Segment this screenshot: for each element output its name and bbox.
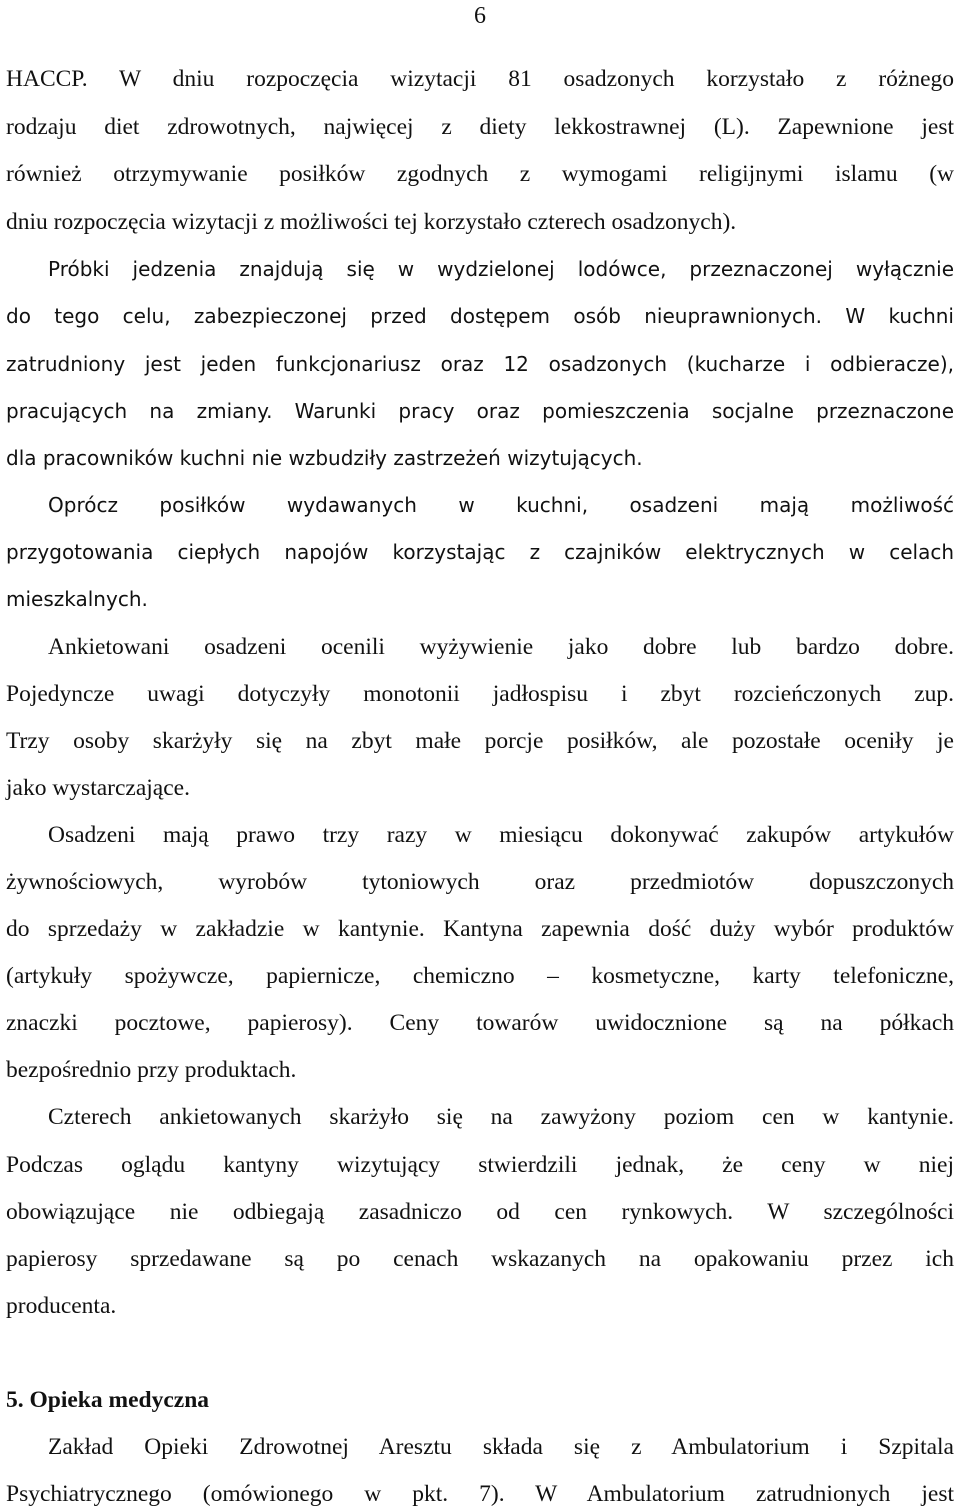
text-line: przygotowania ciepłych napojów korzystając z czajników elektrycznych w celach (6, 540, 954, 564)
text-line: HACCP. W dniu rozpoczęcia wizytacji 81 osadzonych korzystało z różnego (6, 66, 954, 92)
text-line: pracujących na zmiany. Warunki pracy oraz pomieszczenia socjalne przeznaczone (6, 399, 954, 423)
text-line: do sprzedaży w zakładzie w kantynie. Kantyna zapewnia dość duży wybór produktów (6, 916, 954, 942)
text-line: Zakład Opieki Zdrowotnej Aresztu składa się z Ambulatorium i Szpitala (48, 1434, 954, 1460)
text-line: Trzy osoby skarżyły się na zbyt małe porcje posiłków, ale pozostałe oceniły je (6, 728, 954, 754)
text-line: Oprócz posiłków wydawanych w kuchni, osadzeni mają możliwość (48, 493, 954, 517)
text-line: dniu rozpoczęcia wizytacji z możliwości tej korzystało czterech osadzonych). (6, 209, 737, 235)
text-line: jako wystarczające. (6, 775, 190, 801)
text-line: zatrudniony jest jeden funkcjonariusz oraz 12 osadzonych (kucharze i odbieracze), (6, 352, 954, 376)
text-line: do tego celu, zabezpieczonej przed dostępem osób nieuprawnionych. W kuchni (6, 304, 954, 328)
text-line: Psychiatrycznego (omówionego w pkt. 7). W Ambulatorium zatrudnionych jest (6, 1481, 954, 1507)
text-line: Podczas oglądu kantyny wizytujący stwierdzili jednak, że ceny w niej (6, 1152, 954, 1178)
text-line: papierosy sprzedawane są po cenach wskazanych na opakowaniu przez ich (6, 1246, 954, 1272)
text-line: producenta. (6, 1293, 117, 1319)
page-number: 6 (474, 3, 486, 29)
text-line: Pojedyncze uwagi dotyczyły monotonii jadłospisu i zbyt rozcieńczonych zup. (6, 681, 954, 707)
text-line: rodzaju diet zdrowotnych, najwięcej z diety lekkostrawnej (L). Zapewnione jest (6, 114, 954, 140)
section-heading: 5. Opieka medyczna (6, 1387, 210, 1413)
text-line: mieszkalnych. (6, 587, 148, 611)
text-line: obowiązujące nie odbiegają zasadniczo od cen rynkowych. W szczególności (6, 1199, 954, 1225)
text-line: żywnościowych, wyrobów tytoniowych oraz przedmiotów dopuszczonych (6, 869, 954, 895)
text-line: bezpośrednio przy produktach. (6, 1057, 297, 1083)
text-line: (artykuły spożywcze, papiernicze, chemiczno – kosmetyczne, karty telefoniczne, (6, 963, 954, 989)
text-line: również otrzymywanie posiłków zgodnych z wymogami religijnymi islamu (w (6, 161, 954, 187)
text-line: znaczki pocztowe, papierosy). Ceny towarów uwidocznione są na półkach (6, 1010, 954, 1036)
text-line: Osadzeni mają prawo trzy razy w miesiącu dokonywać zakupów artykułów (48, 822, 954, 848)
text-line: Ankietowani osadzeni ocenili wyżywienie jako dobre lub bardzo dobre. (48, 634, 954, 660)
text-line: Próbki jedzenia znajdują się w wydzielonej lodówce, przeznaczonej wyłącznie (48, 257, 954, 281)
text-line: Czterech ankietowanych skarżyło się na zawyżony poziom cen w kantynie. (48, 1104, 954, 1130)
text-line: dla pracowników kuchni nie wzbudziły zastrzeżeń wizytujących. (6, 446, 643, 470)
